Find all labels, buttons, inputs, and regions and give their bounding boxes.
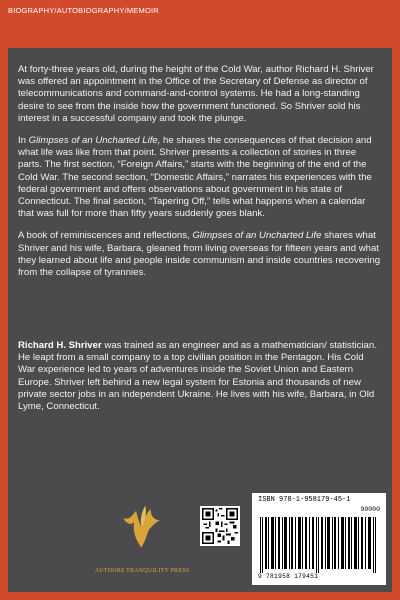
book-title-italic: Glimpses of an Uncharted Life, — [28, 135, 161, 147]
genre-label: BIOGRAPHY/AUTOBIOGRAPHY/MEMOIR — [8, 6, 159, 15]
phoenix-bird-icon — [114, 500, 169, 555]
barcode-digits: 9 781958 179451 — [258, 573, 319, 580]
book-title-italic: Glimpses of an Uncharted Life — [192, 230, 322, 242]
price-code: 90000 — [360, 506, 380, 513]
isbn-text: ISBN 978-1-958179-45-1 — [258, 496, 351, 504]
blurb-paragraph-1: At forty-three years old, during the height of the Cold War, author Richard H. Shriver was offered an appointment in the Office of the Secretary of Defense as director of telecommunications and command-and-control systems. He had a long-standing desire to see from the inside how the government functioned. So Shriver sold his interest in a successful company and took the plunge. — [18, 64, 374, 124]
blurb-paragraph-3 — [18, 230, 382, 279]
p3-rest: shares what Shriver and his wife, Barbara, gleaned from living overseas for fifteen years and what they learned about life and people inside communism and inside countries recovering from the collapse of tyrannies. — [18, 230, 381, 279]
author-bio-text: was trained as an engineer and as a mathematician/ statistician. He leapt from a small company to a top civilian position in the Pentagon. His Cold War experience led to years of adventures inside the Soviet Union and Eastern Europe. Shriver left behind a new legal system for Estonia and thousands of new private sector jobs in an independent Ukraine. He lives with his wife, Barbara, in Old Lyme, Connecticut. — [18, 340, 377, 413]
p3-start: A book of reminiscences and reflections, — [18, 230, 193, 242]
blurb — [18, 64, 382, 289]
author-name: Richard H. Shriver — [18, 340, 102, 351]
author-bio — [18, 340, 382, 413]
blurb-paragraph-2 — [18, 135, 382, 220]
p2-start: In — [18, 135, 29, 147]
publisher-logo — [82, 500, 202, 580]
p2-rest: he shares the consequences of that decision and what life was like from that point. Shriver presents a collection of stories in three parts. The first section, “Foreign Affairs,” starts with the beginning of the end of the Cold War. The second section, “Domestic Affairs,” narrates his experiences with the federal government and offers observations about government in his state of Connecticut. The final section, “Tapering Off,” tells what happens when a calendar that was full for more than fifty years suddenly goes blank. — [18, 135, 372, 220]
barcode-bars — [258, 517, 380, 573]
publisher-name: AUTHORS TRANQUILITY PRESS — [94, 568, 190, 574]
barcode-box — [252, 493, 386, 585]
qr-code — [200, 506, 240, 546]
